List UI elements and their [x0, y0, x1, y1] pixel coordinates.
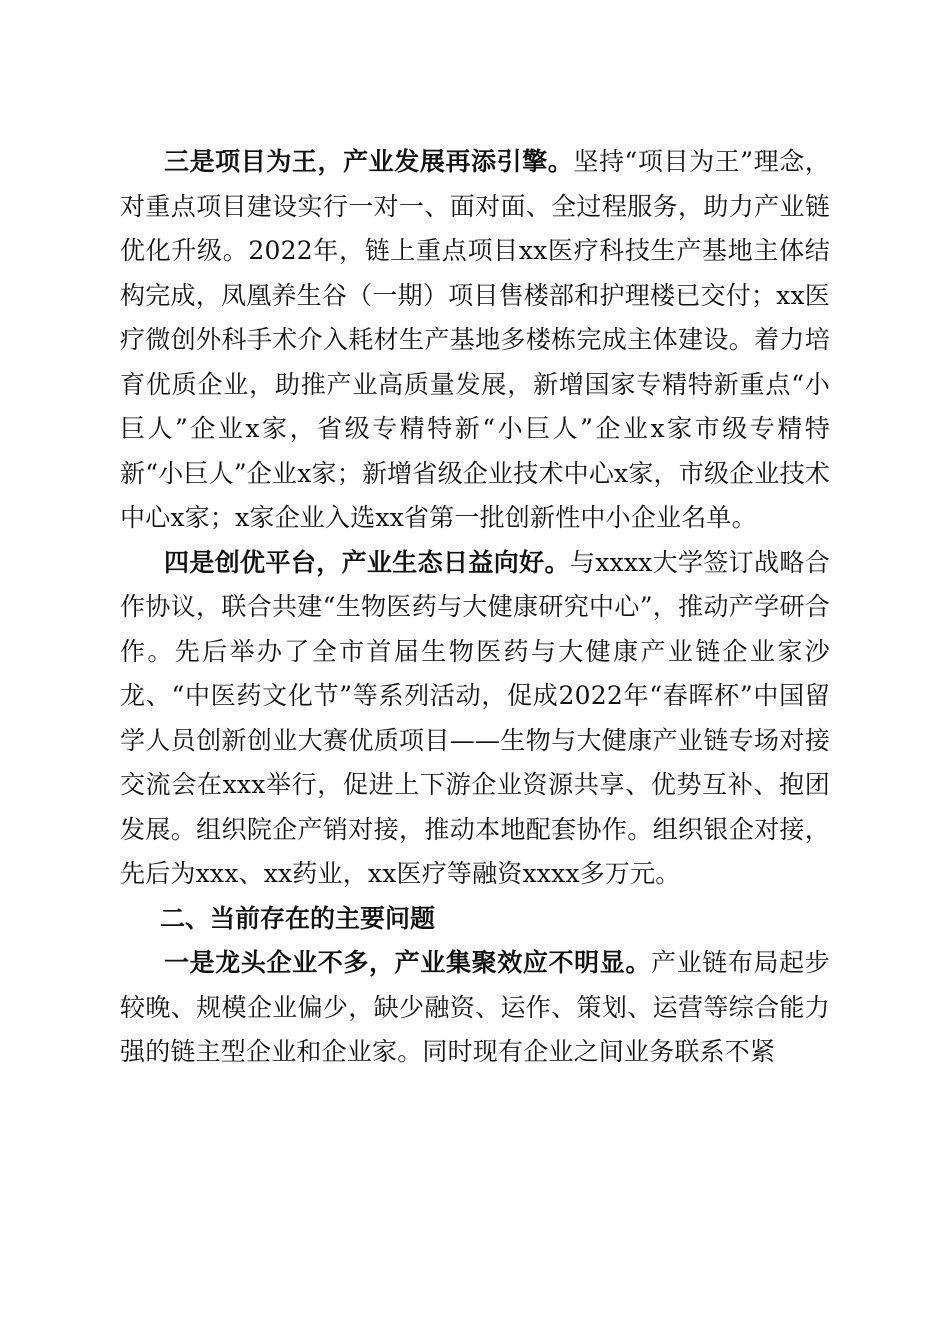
paragraph-body: 坚持“项目为王”理念，对重点项目建设实行一对一、面对面、全过程服务，助力产业链优化升级。2022年，链上重点项目xx医疗科技生产基地主体结构完成，凤凰养生谷（一期）项目售楼部和护理楼已交付；xx医疗微创外科手术介入耗材生产基地多楼栋完成主体建设。着力培育优质企业，助推产业高质量发展，新增国家专精特新重点“小巨人”企业x家，省级专精特新“小巨人”企业x家市级专精特新“小巨人”企业x家；新增省级企业技术中心x家，市级企业技术中心x家；x家企业入选xx省第一批创新性中小企业名单。: [120, 147, 830, 532]
paragraph-body: 与xxxx大学签订战略合作协议，联合共建“生物医药与大健康研究中心”，推动产学研合作。先后举办了全市首届生物医药与大健康产业链企业家沙龙、“中医药文化节”等系列活动，促成2022年“春晖杯”中国留学人员创新创业大赛优质项目——生物与大健康产业链专场对接交流会在xxx举行，促进上下游企业资源共享、优势互补、抱团发展。组织院企产销对接，推动本地配套协作。组织银企对接，先后为xxx、xx药业，xx医疗等融资xxxx多万元。: [120, 547, 830, 888]
paragraph-leading-enterprises: [120, 941, 830, 1075]
paragraph-lead: 四是创优平台，产业生态日益向好。: [164, 547, 570, 577]
paragraph-lead: 一是龙头企业不多，产业集聚效应不明显。: [164, 948, 651, 977]
paragraph-project-king: [120, 140, 830, 541]
paragraph-platform: [120, 541, 830, 897]
paragraph-lead: 三是项目为王，产业发展再添引擎。: [164, 147, 574, 176]
document-page: [120, 140, 830, 1075]
paragraph-body: 产业链布局起步较晚、规模企业偏少，缺少融资、运作、策划、运营等综合能力强的链主型企业和企业家。同时现有企业之间业务联系不紧: [120, 948, 830, 1066]
section-heading: 二、当前存在的主要问题: [160, 903, 436, 933]
